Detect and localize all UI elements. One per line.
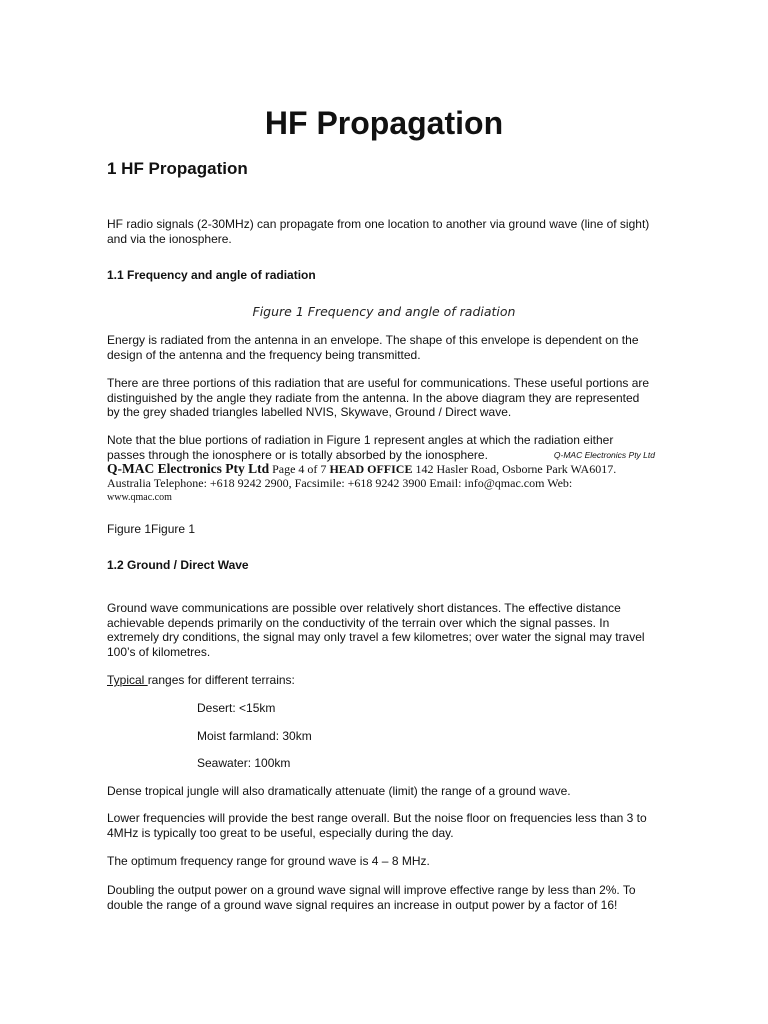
figure-reference: Figure 1Figure 1 bbox=[107, 522, 196, 536]
range-farmland: Moist farmland: 30km bbox=[197, 729, 312, 743]
range-desert: Desert: <15km bbox=[197, 701, 276, 715]
note-paragraph: Note that the blue portions of radiation in Figure 1 represent angles at which the radiation either passes through the ionosphere or is totally absorbed by the ionosphere. bbox=[107, 433, 614, 462]
jungle-paragraph: Dense tropical jungle will also dramatically attenuate (limit) the range of a ground wave. bbox=[107, 784, 571, 798]
footer-company-small: Q-MAC Electronics Pty Ltd bbox=[553, 450, 655, 460]
portions-paragraph: There are three portions of this radiation that are useful for communications. These useful portions are distinguished by the angle they radiate from the antenna. In the above diagram they are represented by the grey shaded triangles labelled NVIS, Skywave, Ground / Direct wave. bbox=[107, 376, 650, 419]
optimum-range-paragraph: The optimum frequency range for ground wave is 4 – 8 MHz. bbox=[107, 854, 430, 868]
intro-paragraph: HF radio signals (2-30MHz) can propagate from one location to another via ground wave (line of sight) and via the ionosphere. bbox=[107, 217, 650, 246]
footer-head-office: HEAD OFFICE bbox=[329, 461, 413, 476]
typical-ranges-line bbox=[107, 673, 655, 688]
typical-underlined: Typical bbox=[107, 673, 148, 687]
section-1-2-heading: 1.2 Ground / Direct Wave bbox=[107, 558, 249, 572]
ground-wave-paragraph: Ground wave communications are possible over relatively short distances. The effective distance achievable depends primarily on the conductivity of the terrain over which the signal passes. In extremely dry conditions, the signal may only travel a few kilometres; over water the signal may travel 100’s of kilometres. bbox=[107, 601, 645, 659]
section-1-heading: 1 HF Propagation bbox=[107, 159, 248, 178]
lower-frequencies-paragraph: Lower frequencies will provide the best range overall. But the noise floor on frequencies less than 3 to 4MHz is typically too great to be useful, especially during the day. bbox=[107, 811, 647, 840]
footer-web[interactable]: www.qmac.com bbox=[107, 491, 172, 503]
footer-block bbox=[107, 447, 655, 505]
footer-address: 142 Hasler Road, Osborne Park WA6017. Australia Telephone: +618 9242 2900, Facsimile: +618 9242 3900 Email: info@qmac.com Web: bbox=[107, 461, 617, 490]
typical-rest: ranges for different terrains: bbox=[147, 673, 295, 687]
range-seawater: Seawater: 100km bbox=[197, 756, 291, 770]
footer-company-name: Q-MAC Electronics Pty Ltd bbox=[107, 460, 270, 476]
footer-page-info: Page 4 of 7 bbox=[272, 461, 327, 476]
section-1-1-heading: 1.1 Frequency and angle of radiation bbox=[107, 268, 316, 282]
doubling-paragraph: Doubling the output power on a ground wave signal will improve effective range by less than 2%. To double the range of a ground wave signal requires an increase in output power by a factor of 16! bbox=[107, 883, 636, 912]
energy-paragraph: Energy is radiated from the antenna in an envelope. The shape of this envelope is dependent on the design of the antenna and the frequency being transmitted. bbox=[107, 333, 639, 362]
page-title: HF Propagation bbox=[264, 105, 504, 141]
figure-caption: Figure 1 Frequency and angle of radiation bbox=[252, 304, 516, 319]
